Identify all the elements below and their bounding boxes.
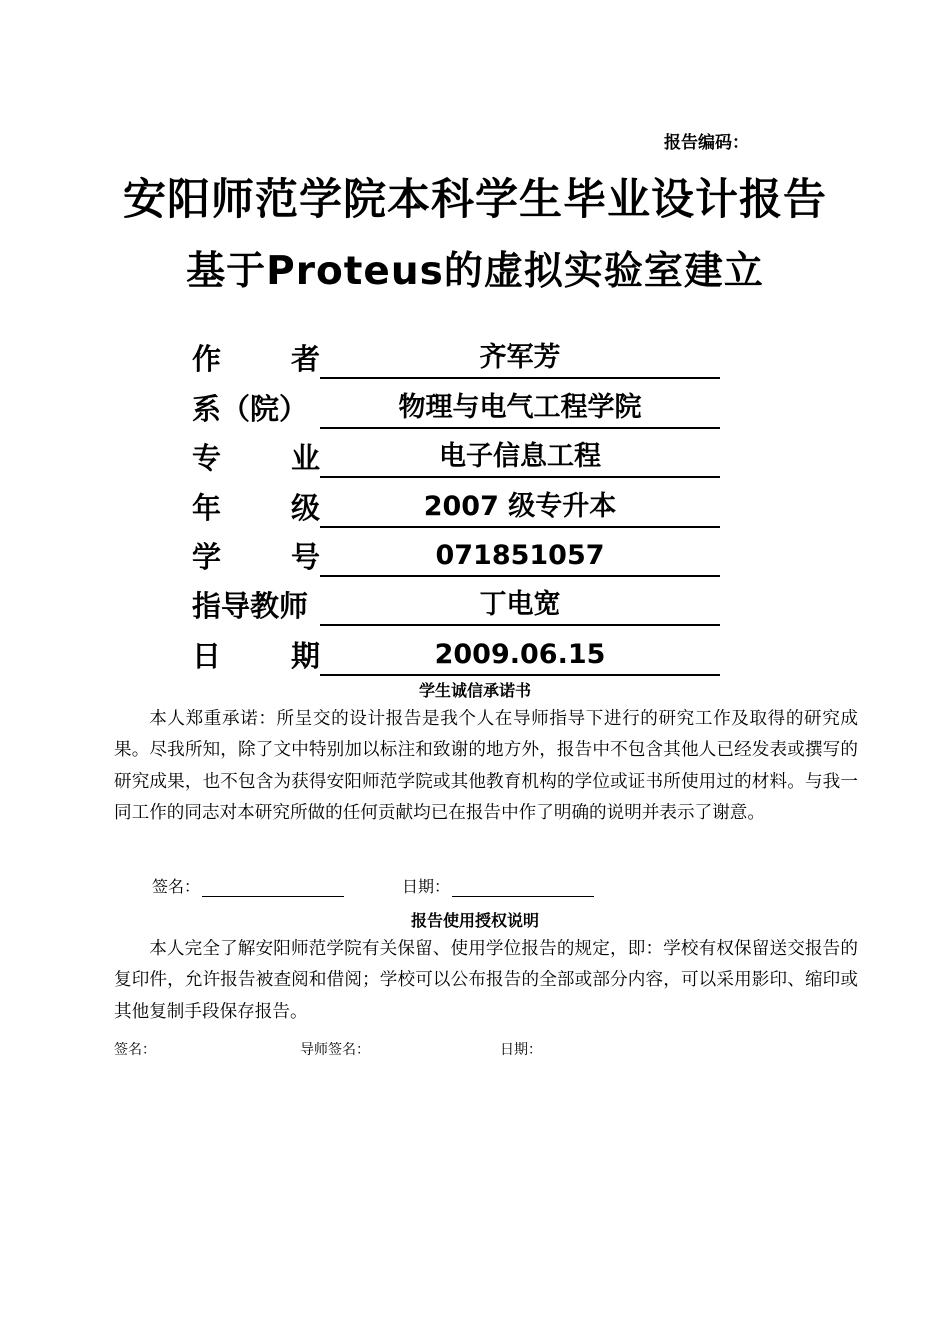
label-char: 日 (192, 638, 222, 673)
info-label (192, 339, 320, 379)
info-label (192, 438, 320, 478)
info-row-department (192, 379, 720, 428)
info-row-student-id (192, 528, 720, 577)
label-char: 作 (192, 342, 222, 377)
document-title: 安阳师范学院本科学生毕业设计报告 (123, 175, 827, 225)
authorization-body: 本人完全了解安阳师范学院有关保留、使用学位报告的规定，即：学校有权保留送交报告的复印件，允许报告被查阅和借阅；学校可以公布报告的全部或部分内容，可以采用影印、缩印或其他复制手段保存报告。 (114, 939, 858, 1022)
sign-line (202, 878, 344, 897)
label-char: 级 (290, 490, 320, 525)
label-char: 期 (290, 638, 320, 673)
report-code-label: 报告编码： (664, 133, 749, 153)
date-label: 日期： (500, 1042, 542, 1058)
advisor-value: 丁电宽 (320, 586, 720, 626)
info-label (192, 389, 320, 429)
label-char: 系（院） (192, 391, 309, 426)
sign-label: 签名： (152, 877, 201, 896)
info-row-author (192, 330, 720, 379)
grade-value: 2007 级专升本 (320, 488, 720, 528)
info-row-grade (192, 478, 720, 527)
info-row-major (192, 429, 720, 478)
department-value: 物理与电气工程学院 (320, 389, 720, 429)
integrity-body: 本人郑重承诺：所呈交的设计报告是我个人在导师指导下进行的研究工作及取得的研究成果。尽我所知，除了文中特别加以标注和致谢的地方外，报告中不包含其他人已经发表或撰写的研究成果，也不包含为获得安阳师范学院或其他教育机构的学位或证书所使用过的材料。与我一同工作的同志对本研究所做的任何贡献均已在报告中作了明确的说明并表示了谢意。 (114, 709, 858, 823)
advisor-sign-label: 导师签名： (300, 1042, 370, 1058)
integrity-sign-row (152, 874, 594, 897)
info-row-date (192, 626, 720, 675)
date-line (452, 878, 594, 897)
label-char: 业 (290, 441, 320, 476)
document-subtitle: 基于Proteus的虚拟实验室建立 (186, 249, 764, 294)
date-value: 2009.06.15 (320, 636, 720, 676)
info-table (192, 330, 720, 676)
author-value: 齐军芳 (320, 339, 720, 379)
label-char: 指导教师 (192, 589, 309, 624)
info-label (192, 586, 320, 626)
label-char: 年 (192, 490, 222, 525)
major-value: 电子信息工程 (320, 438, 720, 478)
student-id-value: 071851057 (320, 537, 720, 577)
date-label: 日期： (402, 877, 451, 896)
info-label (192, 488, 320, 528)
label-char: 专 (192, 441, 222, 476)
label-char: 号 (290, 539, 320, 574)
integrity-title: 学生诚信承诺书 (418, 681, 531, 700)
info-row-advisor (192, 577, 720, 626)
label-char: 者 (290, 342, 320, 377)
authorization-title: 报告使用授权说明 (410, 911, 539, 930)
label-char: 学 (192, 539, 222, 574)
info-label (192, 636, 320, 676)
sign-label: 签名： (114, 1042, 156, 1058)
info-label (192, 537, 320, 577)
